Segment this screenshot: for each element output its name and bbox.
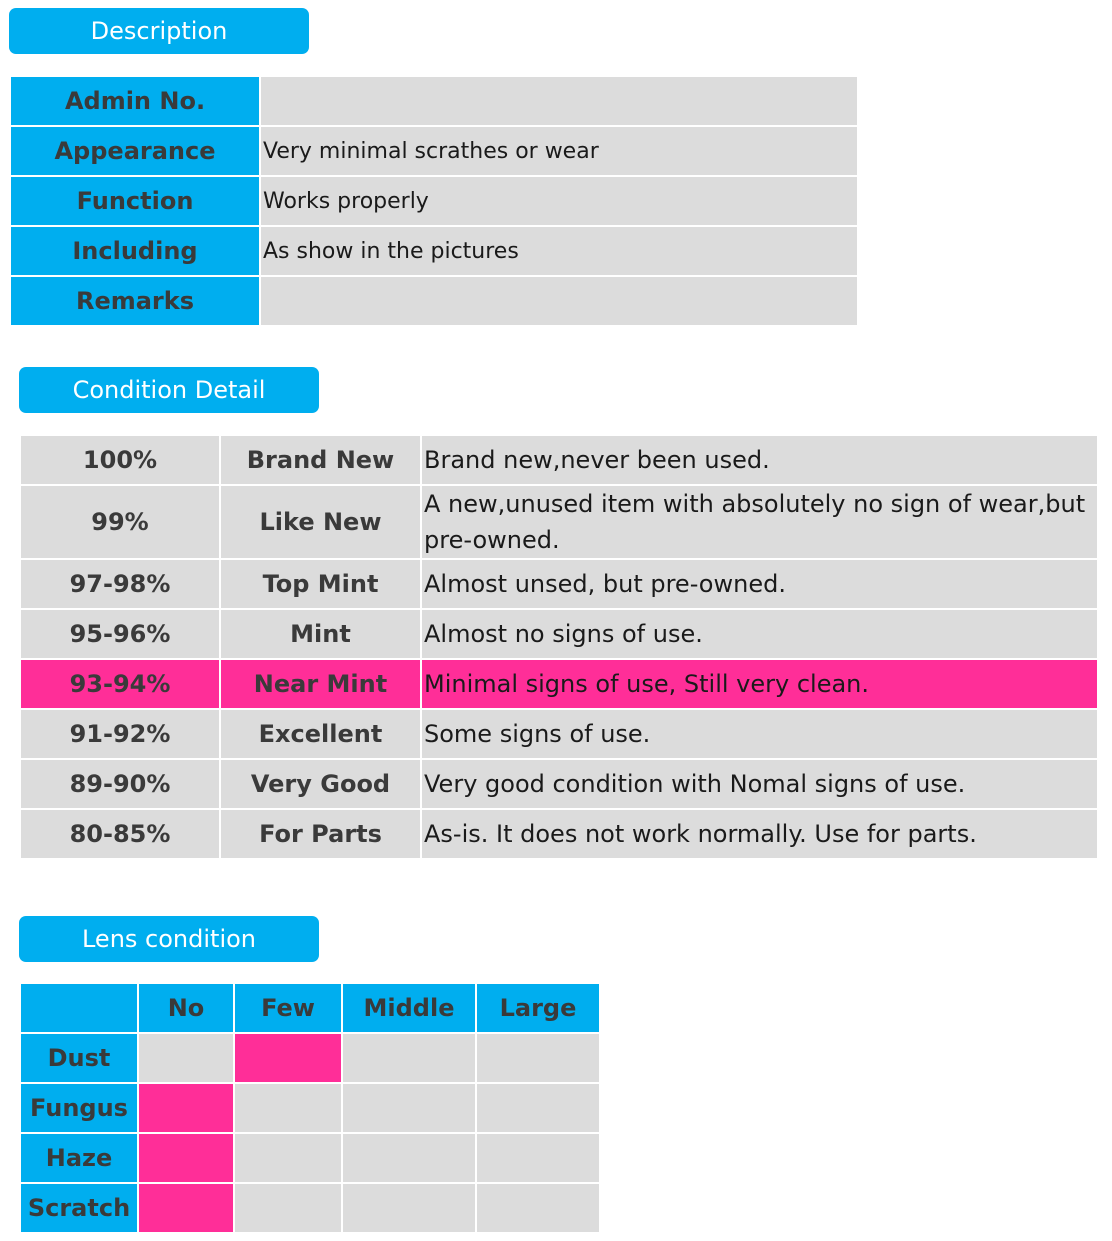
condition-row — [20, 609, 1098, 659]
description-row — [10, 126, 858, 176]
condition-grade: Near Mint — [220, 659, 421, 709]
lens-cell — [234, 1083, 342, 1133]
lens-cell-selected — [138, 1183, 234, 1233]
condition-percent: 91-92% — [20, 709, 220, 759]
condition-grade: For Parts — [220, 809, 421, 859]
description-value: Works properly — [260, 176, 858, 226]
lens-cell-selected — [138, 1133, 234, 1183]
condition-grade: Brand New — [220, 435, 421, 485]
lens-cell — [476, 1133, 600, 1183]
description-row — [10, 226, 858, 276]
condition-description: Some signs of use. — [421, 709, 1098, 759]
condition-percent: 93-94% — [20, 659, 220, 709]
lens-cell — [476, 1083, 600, 1133]
condition-grade: Excellent — [220, 709, 421, 759]
description-label: Including — [10, 226, 260, 276]
description-row — [10, 276, 858, 326]
condition-detail-section-tab: Condition Detail — [19, 367, 319, 413]
condition-row — [20, 485, 1098, 559]
condition-description: As-is. It does not work normally. Use for parts. — [421, 809, 1098, 859]
condition-percent: 97-98% — [20, 559, 220, 609]
lens-row-label: Dust — [20, 1033, 138, 1083]
description-value: Very minimal scrathes or wear — [260, 126, 858, 176]
condition-row — [20, 709, 1098, 759]
condition-description: Minimal signs of use, Still very clean. — [421, 659, 1098, 709]
lens-cell-selected — [138, 1083, 234, 1133]
lens-row — [20, 1133, 600, 1183]
lens-cell — [342, 1133, 476, 1183]
condition-row — [20, 435, 1098, 485]
lens-cell — [138, 1033, 234, 1083]
description-section-tab: Description — [9, 8, 309, 54]
lens-cell — [342, 1033, 476, 1083]
condition-percent: 99% — [20, 485, 220, 559]
condition-description: Very good condition with Nomal signs of use. — [421, 759, 1098, 809]
description-label: Appearance — [10, 126, 260, 176]
condition-percent: 89-90% — [20, 759, 220, 809]
condition-grade: Top Mint — [220, 559, 421, 609]
description-row — [10, 76, 858, 126]
lens-cell — [476, 1183, 600, 1233]
lens-column-header: Middle — [342, 983, 476, 1033]
condition-percent: 95-96% — [20, 609, 220, 659]
condition-table — [19, 434, 1099, 860]
condition-row — [20, 659, 1098, 709]
condition-grade: Like New — [220, 485, 421, 559]
lens-condition-table — [19, 982, 601, 1234]
condition-percent: 80-85% — [20, 809, 220, 859]
lens-cell — [234, 1183, 342, 1233]
condition-row — [20, 809, 1098, 859]
lens-column-header: Large — [476, 983, 600, 1033]
description-value — [260, 76, 858, 126]
condition-description: Almost no signs of use. — [421, 609, 1098, 659]
lens-column-header: No — [138, 983, 234, 1033]
lens-cell — [476, 1033, 600, 1083]
description-label: Admin No. — [10, 76, 260, 126]
lens-row-label: Haze — [20, 1133, 138, 1183]
lens-cell-selected — [234, 1033, 342, 1083]
condition-grade: Very Good — [220, 759, 421, 809]
lens-cell — [342, 1083, 476, 1133]
lens-column-header: Few — [234, 983, 342, 1033]
description-label: Remarks — [10, 276, 260, 326]
condition-row — [20, 759, 1098, 809]
lens-header-corner — [20, 983, 138, 1033]
lens-row-label: Fungus — [20, 1083, 138, 1133]
lens-row — [20, 1183, 600, 1233]
condition-percent: 100% — [20, 435, 220, 485]
condition-grade: Mint — [220, 609, 421, 659]
lens-cell — [234, 1133, 342, 1183]
description-table — [9, 75, 859, 327]
description-row — [10, 176, 858, 226]
condition-description: Brand new,never been used. — [421, 435, 1098, 485]
description-value: As show in the pictures — [260, 226, 858, 276]
lens-header-row — [20, 983, 600, 1033]
lens-row-label: Scratch — [20, 1183, 138, 1233]
description-label: Function — [10, 176, 260, 226]
condition-description: A new,unused item with absolutely no sign of wear,but pre-owned. — [421, 485, 1098, 559]
condition-description: Almost unsed, but pre-owned. — [421, 559, 1098, 609]
lens-cell — [342, 1183, 476, 1233]
lens-condition-section-tab: Lens condition — [19, 916, 319, 962]
lens-row — [20, 1033, 600, 1083]
description-value — [260, 276, 858, 326]
condition-row — [20, 559, 1098, 609]
lens-row — [20, 1083, 600, 1133]
